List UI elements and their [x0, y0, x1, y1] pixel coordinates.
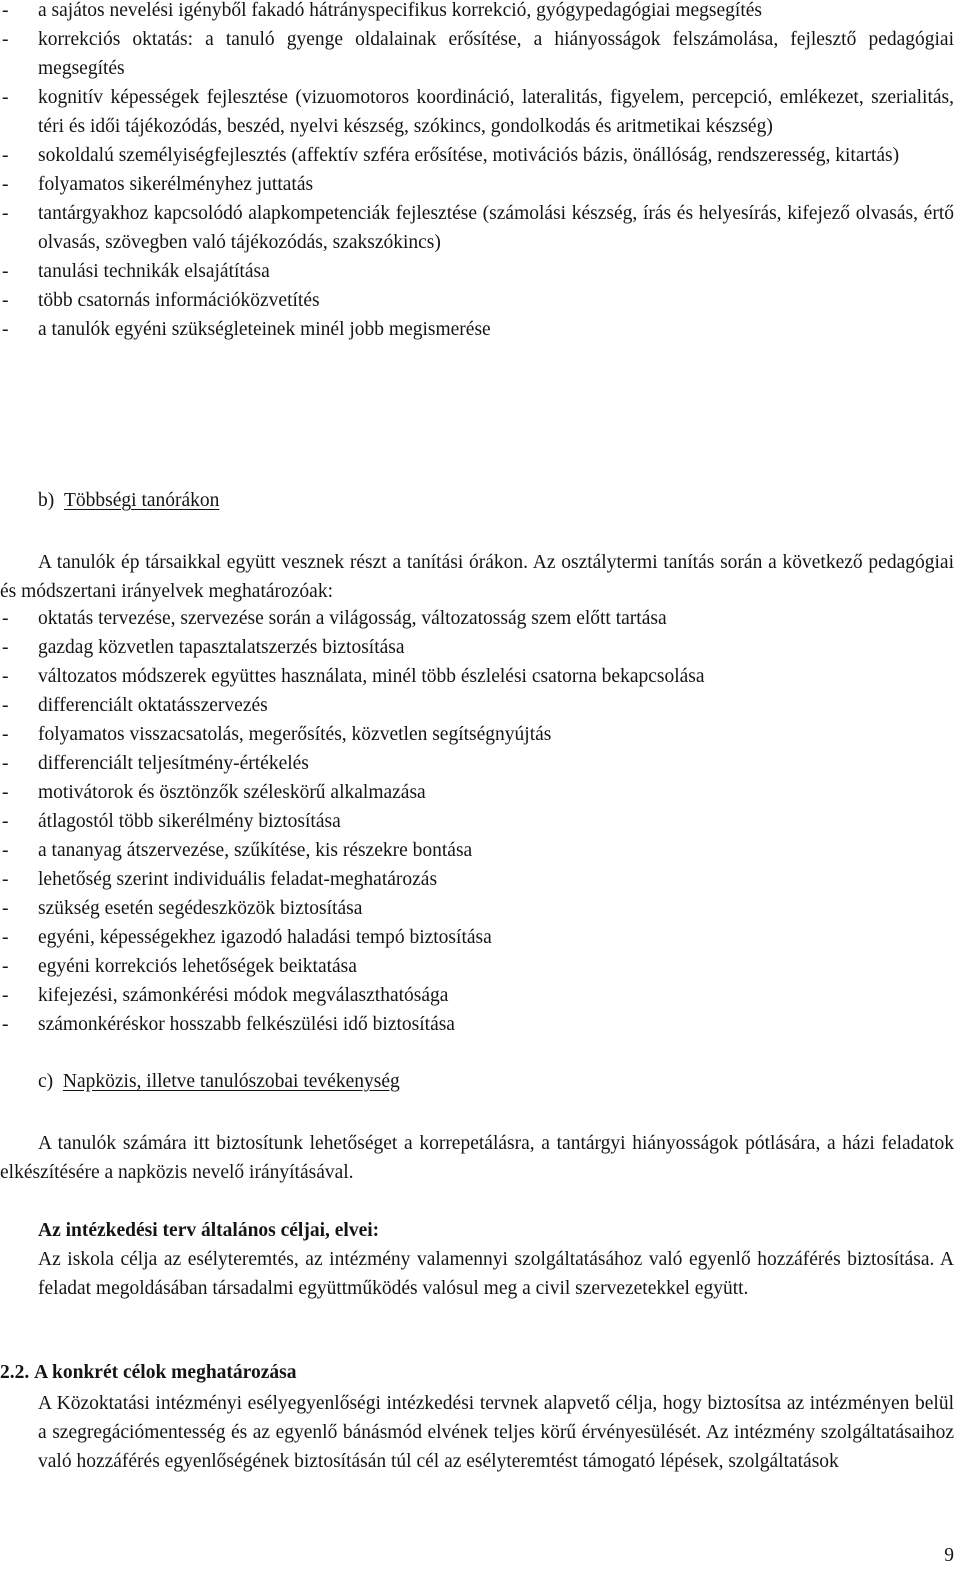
list-item: - folyamatos sikerélményhez juttatás — [0, 170, 954, 199]
section-c-heading — [38, 1071, 400, 1093]
bullet-dash: - — [2, 753, 9, 774]
section-c-letter: c) — [38, 1071, 54, 1092]
bullet-dash: - — [2, 261, 9, 282]
bullet-dash: - — [2, 985, 9, 1006]
list-item: - gazdag közvetlen tapasztalatszerzés biztosítása — [0, 633, 954, 662]
bullet-dash: - — [2, 869, 9, 890]
bullet-dash: - — [2, 695, 9, 716]
list-item: - a tanulók egyéni szükségleteinek minél jobb megismerése — [0, 315, 954, 344]
bullet-dash: - — [2, 956, 9, 977]
bullet-dash: - — [2, 811, 9, 832]
bullet-dash: - — [2, 927, 9, 948]
bullet-dash: - — [2, 666, 9, 687]
section-c-title: Napközis, illetve tanulószobai tevékenység — [62, 1071, 400, 1092]
bullet-dash: - — [2, 898, 9, 919]
list-item: - tantárgyakhoz kapcsolódó alapkompetenciák fejlesztése (számolási készség, írás és helyesírás, kifejező olvasás, értő olvasás, szövegben való tájékozódás, szakszókincs) — [0, 199, 954, 257]
bullet-dash: - — [2, 840, 9, 861]
bullet-dash: - — [2, 29, 9, 50]
goals-heading: Az intézkedési terv általános céljai, elvei: — [38, 1220, 380, 1241]
list-item: - differenciált teljesítmény-értékelés — [0, 749, 954, 778]
bullet-dash: - — [2, 290, 9, 311]
section-22-title: A konkrét célok meghatározása — [34, 1362, 297, 1383]
list-item: - differenciált oktatásszervezés — [0, 691, 954, 720]
section-b-heading — [38, 490, 219, 512]
list-item: - átlagostól több sikerélmény biztosítása — [0, 807, 954, 836]
list-item: - változatos módszerek együttes használata, minél több észlelési csatorna bekapcsolása — [0, 662, 954, 691]
list-item: - kifejezési, számonkérési módok megválaszthatósága — [0, 981, 954, 1010]
list-item: - több csatornás információközvetítés — [0, 286, 954, 315]
list-item: - tanulási technikák elsajátítása — [0, 257, 954, 286]
bullet-dash: - — [2, 174, 9, 195]
bullet-dash: - — [2, 637, 9, 658]
section-b-title: Többségi tanórákon — [64, 490, 220, 511]
list-item: - sokoldalú személyiségfejlesztés (affektív szféra erősítése, motivációs bázis, önállóság, rendszeresség, kitartás) — [0, 141, 954, 170]
list-item: - számonkéréskor hosszabb felkészülési idő biztosítása — [0, 1010, 954, 1039]
list-item: - lehetőség szerint individuális feladat-meghatározás — [0, 865, 954, 894]
section-22-number: 2.2. — [0, 1362, 30, 1383]
page-number: 9 — [944, 1545, 954, 1566]
list-item: - kognitív képességek fejlesztése (vizuomotoros koordináció, lateralitás, figyelem, percepció, emlékezet, szerialitás, téri és idői tájékozódás, beszéd, nyelvi készség, szókincs, gondolkodás és aritmetikai készség) — [0, 83, 954, 141]
section-b-paragraph: A tanulók ép társaikkal együtt vesznek részt a tanítási órákon. Az osztálytermi tanítás során a következő pedagógiai és módszertani irányelvek meghatározóak: — [0, 552, 954, 602]
list-item: - a tananyag átszervezése, szűkítése, kis részekre bontása — [0, 836, 954, 865]
list-item: - egyéni, képességekhez igazodó haladási tempó biztosítása — [0, 923, 954, 952]
bullet-dash: - — [2, 608, 9, 629]
section-b-letter: b) — [38, 490, 55, 511]
bullet-dash: - — [2, 0, 9, 21]
bullet-dash: - — [2, 724, 9, 745]
bullet-dash: - — [2, 319, 9, 340]
list-item: - a sajátos nevelési igényből fakadó hátrányspecifikus korrekció, gyógypedagógiai megsegítés — [0, 0, 954, 25]
goals-text: Az iskola célja az esélyteremtés, az intézmény valamennyi szolgáltatásához való egyenlő hozzáférés biztosítása. A feladat megoldásában társadalmi együttműködés valósul meg a civil szervezetekkel együtt. — [38, 1249, 954, 1299]
bullet-dash: - — [2, 87, 9, 108]
section-22-heading — [0, 1362, 296, 1384]
section-c-paragraph: A tanulók számára itt biztosítunk lehetőséget a korrepetálásra, a tantárgyi hiányosságok pótlására, a házi feladatok elkészítésére a napközis nevelő irányításával. — [0, 1133, 954, 1183]
bullet-dash: - — [2, 203, 9, 224]
goals-block — [38, 1216, 954, 1303]
list-item: - folyamatos visszacsatolás, megerősítés, közvetlen segítségnyújtás — [0, 720, 954, 749]
list-item: - korrekciós oktatás: a tanuló gyenge oldalainak erősítése, a hiányosságok felszámolása, fejlesztő pedagógiai megsegítés — [0, 25, 954, 83]
bullet-dash: - — [2, 782, 9, 803]
guidelines-list — [0, 604, 954, 1039]
list-item: - egyéni korrekciós lehetőségek beiktatása — [0, 952, 954, 981]
bullet-dash: - — [2, 145, 9, 166]
section-22-text: A Közoktatási intézményi esélyegyenlőségi intézkedési tervnek alapvető célja, hogy biztosítsa az intézményen belül a szegregációmentesség és az egyenlő bánásmód elvének teljes körű érvényesülését. Az intézmény szolgáltatásaihoz való hozzáférés egyenlőségének biztosításán túl cél az esélyteremtést támogató lépések, szolgáltatások — [38, 1393, 954, 1472]
list-item: - motivátorok és ösztönzők széleskörű alkalmazása — [0, 778, 954, 807]
bullet-dash: - — [2, 1014, 9, 1035]
support-list — [0, 0, 954, 344]
list-item: - oktatás tervezése, szervezése során a világosság, változatosság szem előtt tartása — [0, 604, 954, 633]
list-item: - szükség esetén segédeszközök biztosítása — [0, 894, 954, 923]
